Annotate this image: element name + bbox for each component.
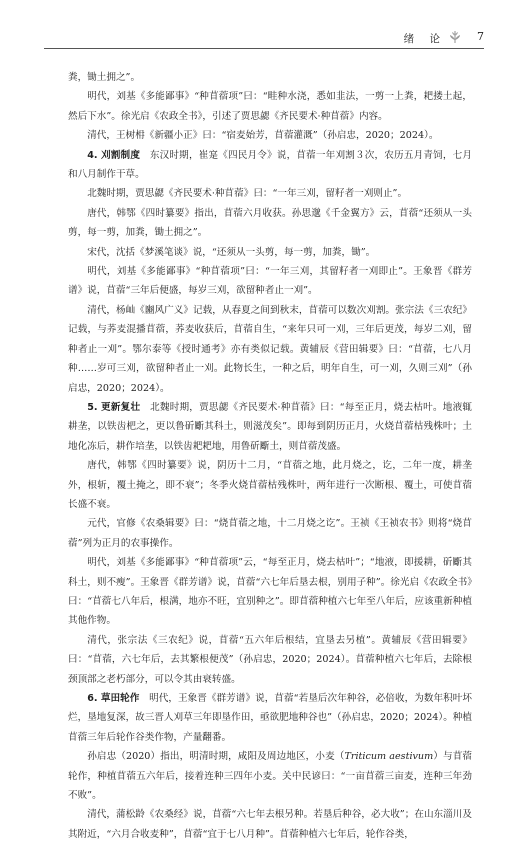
page-number: 7: [477, 30, 484, 43]
paragraph: [68, 126, 472, 145]
paragraph: [68, 184, 472, 203]
paragraph-text: 宋代，沈括《梦溪笔谈》说，“还须从一头剪，每一剪，加粪，锄”。: [87, 246, 376, 258]
paragraph: [68, 514, 472, 553]
paragraph: [68, 456, 472, 514]
paragraph-text: 元代，官修《农桑辑要》曰：“烧苜蓿之地，十二月烧之讫”。王祯《王祯农书》则将“烧苜蓿”列为正月的农事操作。: [68, 518, 472, 549]
section-paragraph: [68, 398, 472, 456]
page-header: [0, 28, 520, 50]
header-rule: [44, 48, 484, 49]
paragraph-text: 明代，王象晋《群芳谱》说，苜蓿“若垦后次年种谷，必倍收，为数年积叶坏烂，垦地复深，故三晋人刈草三年即垦作田，亟欲肥地种谷也”（孙启忠，2020；2024）。种植苜蓿三年后轮作谷类作物，产量翻番。: [68, 693, 472, 743]
paragraph-text: 清代，蒲松龄《农桑经》说，苜蓿“六七年去根另种。若垦后种谷，必大收”；在山东淄川及其附近，“六月合收麦种”，苜蓿“宜于七八月种”。苜蓿种植六七年后，轮作谷类，: [68, 809, 472, 840]
paragraph-text: 明代，刘基《多能鄙事》“种苜蓿项”曰：“一年三刈，其留籽者一刈即止”。王象晋《群芳谱》说，苜蓿“三年后便盛，每岁三刈，欲留种者止一刈”。: [68, 266, 472, 297]
paragraph: [68, 262, 472, 301]
body-text: [68, 68, 472, 844]
paragraph: [68, 805, 472, 844]
paragraph-text: 清代，王树枏《新疆小正》曰：“宿麦始芳，苜蓿灌溉”（孙启忠，2020；2024）。: [87, 130, 439, 142]
paragraph-text: 孙启忠（2020）指出，明清时期，咸阳及周边地区，小麦（: [87, 751, 345, 763]
paragraph-text: 唐代，韩鄂《四时纂要》指出，苜蓿六月收获。孙思邈《千金翼方》云，苜蓿“还须从一头剪，每一剪，加粪，锄土拥之”。: [68, 207, 472, 239]
paragraph: [68, 553, 472, 631]
section-heading: 6. 草田轮作: [87, 693, 140, 704]
latin-name: Triticum aestivum: [344, 751, 434, 763]
section-paragraph: [68, 689, 472, 747]
paragraph-text: 东汉时期，崔寔《四民月令》说，苜蓿一年刈割３次，农历五月青饲，七月和八月制作干草。: [68, 149, 473, 181]
paragraph-text: 清代，张宗法《三农纪》说，苜蓿“五六年后根结，宜垦去另植”。黄辅辰《营田辑要》曰：“苜蓿，六七年后，去其繁根便茂”（孙启忠，2020；2024）。苜蓿种植六七年后，去除根颈顶部之老朽部分，可以令其由衰转盛。: [68, 634, 472, 685]
section-heading: 4. 刈割制度: [87, 149, 141, 161]
paragraph-text: 明代，刘基《多能鄙事》“种苜蓿项”云，“每至正月，烧去枯叶”；“地液，即援耕，斫斸其科土，则不瘦”。王象晋《群芳谱》说，苜蓿“六七年后垦去根，别用子种”。徐光启《农政全书》曰：“苜蓿七八年后，根满，地亦不旺，宜别种之”。即苜蓿种植六七年至八年后，应该重新种植其他作物。: [68, 557, 472, 627]
paragraph-text: 北魏时期，贾思勰《齐民要术·种苜蓿》曰：“一年三刈，留籽者一刈则止”。: [87, 188, 408, 200]
paragraph: [68, 747, 472, 805]
leaf-ornament-icon: [448, 30, 462, 44]
section-paragraph: [68, 146, 472, 185]
paragraph: [68, 68, 472, 87]
paragraph-text: 北魏时期，贾思勰《齐民要术·种苜蓿》曰：“每至正月，烧去枯叶。地液辄耕垄，以铁齿杷之，更以鲁斫斸其科土，则滋茂矣”。即每到阴历正月，火烧苜蓿枯残株叶；土地化冻后，耕作培垄，以铁齿耙耙地，用鲁斫斸土，则苜蓿茂盛。: [68, 401, 472, 452]
running-head-title: 绪 论: [403, 33, 446, 45]
paragraph-text: 清代，杨屾《豳风广义》记载，从春夏之间到秋末，苜蓿可以数次刈割。张宗法《三农纪》记载，与荞麦混播苜蓿，荞麦收获后，苜蓿自生，“来年只可一刈，三年后更茂，每岁二刈，留种者止一刈”。鄂尔泰等《授时通考》亦有类似记载。黄辅辰《营田辑要》曰：“苜蓿，七八月种……岁可三刈，欲留种者止一刈。此物长生，一种之后，明年自生，可一刈，久则三刈”（孙启忠，2020；2024）。: [68, 304, 472, 394]
paragraph: [68, 243, 472, 262]
paragraph-text: 明代，刘基《多能鄙事》“种苜蓿项”曰：“畦种水浇，悉如韭法，一剪一上粪，耙搂土起，然后下水”。徐光启《农政全书》，引述了贾思勰《齐民要术·种苜蓿》内容。: [68, 91, 472, 122]
paragraph: [68, 204, 472, 243]
paragraph-text: 唐代，韩鄂《四时纂要》说，阴历十二月，“苜蓿之地，此月烧之，讫，二年一度，耕垄外，根斩，覆土掩之，即不衰”；冬季火烧苜蓿枯残株叶，两年进行一次断根、覆土，可使苜蓿长盛不衰。: [68, 460, 472, 510]
paragraph-text: 粪，锄土拥之”。: [68, 72, 141, 83]
section-heading: 5. 更新复壮: [87, 401, 141, 413]
paragraph: [68, 631, 472, 689]
paragraph: [68, 87, 472, 126]
paragraph-text-tail: ）与苜蓿轮作，种植苜蓿五六年后，接着连种三四年小麦。关中民谚曰：“一亩苜蓿三亩麦，连种三年劲不败”。: [68, 751, 473, 802]
paragraph: [68, 301, 472, 398]
